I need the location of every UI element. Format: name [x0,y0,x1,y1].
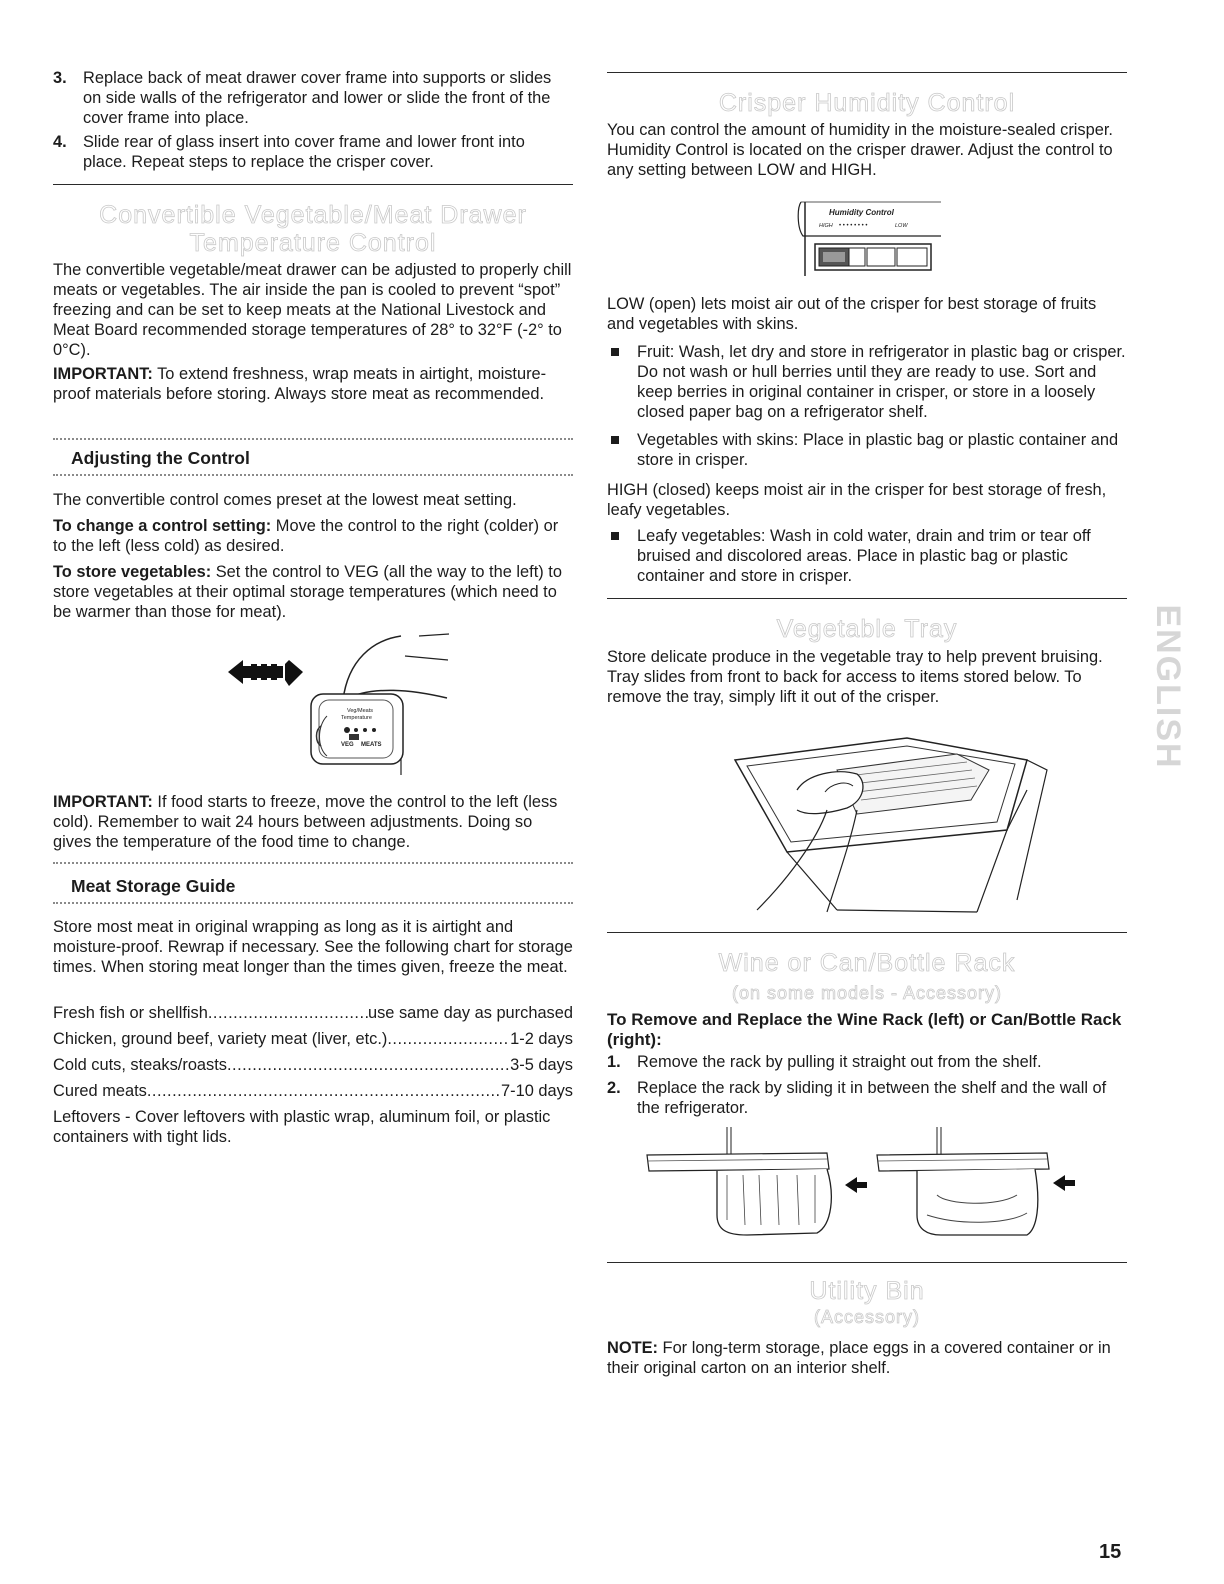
can-bottle-rack-illustration [877,1125,1097,1245]
convertible-title-line1: Convertible Vegetable/Meat Drawer [99,201,527,229]
dial-label: Temperature [341,715,372,721]
tray-text: Store delicate produce in the vegetable tray to help prevent bruising. Tray slides from front to back for access to items stored below. To remove the tray, simply lift it out of the crisper. [607,648,1103,706]
step-number: 1. [607,1053,621,1071]
meat-time: 3-5 days [510,1056,573,1074]
change-label: To change a control setting: [53,517,272,535]
meat-item: Cold cuts, steaks/roasts [53,1056,227,1074]
meat-time: 1-2 days [510,1030,573,1048]
step-text: Slide rear of glass insert into cover frame and lower front into place. Repeat steps to replace the crisper cover. [83,133,525,171]
meat-row [53,1029,573,1049]
step-3 [53,68,573,128]
section-divider [607,72,1127,73]
utility-note [607,1338,1127,1378]
control-high: HIGH [819,223,833,229]
dial-label: Veg/Meats [347,708,373,714]
humidity-title: Crisper Humidity Control [718,89,1016,117]
convertible-title-line2: Temperature Control [189,229,437,257]
note-text: For long-term storage, place eggs in a covered container or in their original carton on an interior shelf. [607,1339,1111,1377]
tray-title: Vegetable Tray [776,615,958,643]
meat-time: 7-10 days [501,1082,573,1100]
important-text: If food starts to freeze, move the control to the left (less cold). Remember to wait 24 hours between adjustments. Doing so gives the temperature of the food time to change. [53,793,558,851]
wine-rack-illustration [647,1125,867,1245]
veg-text: Set the control to VEG (all the way to the left) to store vegetables at their optimal storage temperatures (which need to be warmer than those for meat). [53,563,562,621]
step-text: Remove the rack by pulling it straight out from the shelf. [637,1053,1042,1071]
meat-time: use same day as purchased [367,1004,573,1022]
wine-heading: To Remove and Replace the Wine Rack (left) or Can/Bottle Rack (right): [607,1010,1122,1049]
humidity-low-text: LOW (open) lets moist air out of the crisper for best storage of fruits and vegetables with skins. [607,295,1097,333]
dial-meats: MEATS [361,742,382,748]
side-tab-label: ENGLISH [1149,604,1187,770]
adjusting-preset: The convertible control comes preset at the lowest meat setting. [53,491,517,509]
bullet-item: Leafy vegetables: Wash in cold water, drain and trim or tear off bruised and discolored areas. Place in plastic bag or plastic container and store in crisper. [607,526,1127,586]
vegetable-tray-illustration [727,730,1047,915]
wine-subtitle: (on some models - Accessory) [731,983,1003,1003]
adjusting-important [53,792,573,852]
meat-row [53,1055,573,1075]
important-label: IMPORTANT: [53,793,153,811]
wine-step-2 [607,1078,1127,1118]
humidity-intro: You can control the amount of humidity in the moisture-sealed crisper. Humidity Control is located on the crisper drawer. Adjust the control to any setting between LOW and HIGH. [607,121,1113,179]
step-number: 4. [53,133,67,151]
change-text: Move the control to the right (colder) or to the left (less cold) as desired. [53,517,559,555]
adjusting-change [53,516,573,556]
utility-title: Utility Bin [809,1277,925,1305]
step-number: 3. [53,69,67,87]
adjusting-veg [53,562,573,622]
meat-item: Fresh fish or shellfish [53,1004,208,1022]
meat-guide-heading: Meat Storage Guide [71,876,236,896]
veg-label: To store vegetables: [53,563,212,581]
meat-item: Cured meats [53,1082,147,1100]
page-number: 15 [1099,1541,1122,1563]
step-number: 2. [607,1079,621,1097]
bullet-item: Vegetables with skins: Place in plastic bag or plastic container and store in crisper. [607,430,1127,470]
meat-item: Chicken, ground beef, variety meat (liver, etc.) [53,1030,388,1048]
convertible-intro: The convertible vegetable/meat drawer can be adjusted to properly chill meats or vegetables. The air inside the pan is cooled to prevent “spot” freezing and can be set to keep meats at the National Livestock and Meat Board recommended storage temperatures of 28° to 32°F (-2° to 0°C). [53,261,572,359]
meat-row [53,1081,573,1101]
bullet-item: Fruit: Wash, let dry and store in refrigerator in plastic bag or crisper. Do not wash or hull berries until they are ready to use. Sort and keep berries in original container in crisper, or store in a loosely closed paper bag on a refrigerator shelf. [607,342,1127,422]
step-text: Replace the rack by sliding it in between the shelf and the wall of the refrigerator. [637,1079,1107,1117]
control-label: Humidity Control [829,208,894,217]
language-side-tab [1149,582,1187,792]
dotted-divider [53,438,573,441]
section-divider [607,598,1127,599]
important-label: IMPORTANT: [53,365,153,383]
dial-veg: VEG [341,742,354,748]
meat-row [53,1003,573,1023]
important-text: To extend freshness, wrap meats in airtight, moisture-proof materials before storing. Always store meat as recommended. [53,365,547,403]
dotted-divider [53,474,573,477]
dotted-divider [53,902,573,905]
note-label: NOTE: [607,1339,658,1357]
section-divider [607,932,1127,933]
step-4 [53,132,573,172]
meat-guide-leftovers: Leftovers - Cover leftovers with plastic wrap, aluminum foil, or plastic containers with tight lids. [53,1108,551,1146]
temperature-control-illustration [223,630,463,780]
step-text: Replace back of meat drawer cover frame into supports or slides on side walls of the refrigerator and lower or slide the front of the cover frame into place. [83,69,552,127]
adjusting-heading: Adjusting the Control [71,448,250,468]
meat-guide-intro: Store most meat in original wrapping as long as it is airtight and moisture-proof. Rewrap if necessary. See the following chart for storage times. When storing meat longer than the times given, freeze the meat. [53,918,573,976]
section-divider [53,184,573,185]
humidity-control-illustration [797,198,947,278]
dotted-divider [53,862,573,865]
utility-subtitle: (Accessory) [813,1307,920,1327]
svg-text:• • • • • • • •: • • • • • • • • [839,223,868,229]
wine-title: Wine or Can/Bottle Rack [718,949,1016,977]
wine-step-1 [607,1052,1127,1072]
section-divider [607,1262,1127,1263]
convertible-important [53,364,573,404]
control-low: LOW [895,223,908,229]
humidity-high-text: HIGH (closed) keeps moist air in the crisper for best storage of fresh, leafy vegetables. [607,481,1107,519]
